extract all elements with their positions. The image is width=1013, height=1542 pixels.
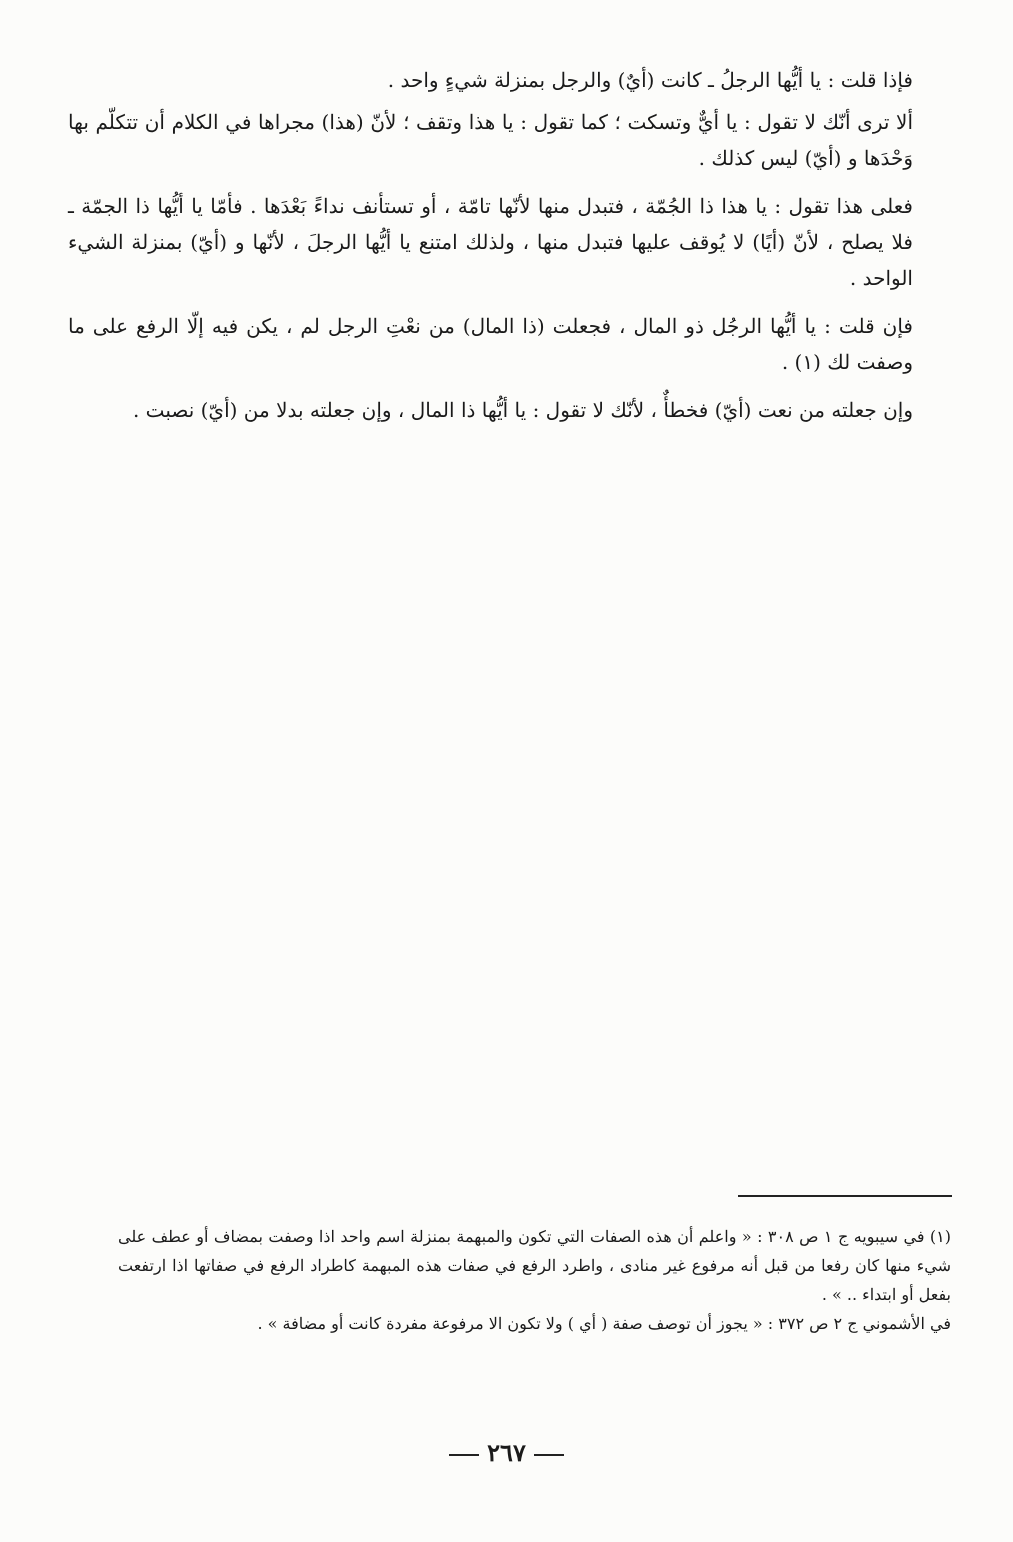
dash-left [534,1454,564,1456]
footnote: (١) في سيبويه ج ١ ص ٣٠٨ : « واعلم أن هذه الصفات التي تكون والمبهمة بمنزلة اسم واحد اذا وصفت بمضاف أو عطف على شيء منها كان رفعا من قبل أنه مرفوع غير منادى ، واطرد الرفع في صفات هذه المبهمة كاطراد الرفع في صفاتها اذا ارتفعت بفعل أو ابتداء .. » . [118,1227,952,1304]
footnotes-block [118,1222,951,1338]
page-number [0,1438,1013,1467]
footnote: في الأشموني ج ٢ ص ٣٧٢ : « يجوز أن توصف صفة ( أي ) ولا تكون الا مرفوعة مفردة كانت أو مضافة » . [257,1314,951,1333]
dash-right [449,1454,479,1456]
paragraph: ألا ترى أنّك لا تقول : يا أيٌّ وتسكت ؛ كما تقول : يا هذا وتقف ؛ لأنّ (هذا) مجراها في الكلام أن تتكلّم بها وَحْدَها و (أيّ) ليس كذلك . [68,110,913,170]
main-text-block [68,62,913,440]
footnote-divider [738,1195,952,1197]
paragraph: فعلى هذا تقول : يا هذا ذا الجُمّة ، فتبدل منها لأنّها تامّة ، أو تستأنف نداءً بَعْدَها . فأمّا يا أيُّها ذا الجمّة ـ فلا يصلح ، لأنّ (أيًا) لا يُوقف عليها فتبدل منها ، ولذلك امتنع يا أيُّها الرجلَ ، لأنّها و (أيّ) بمنزلة الشيء الواحد . [68,194,913,290]
paragraph: فإذا قلت : يا أيُّها الرجلُ ـ كانت (أيٌ) والرجل بمنزلة شيءٍ واحد . [387,68,913,92]
page-number-text: ٢٦٧ [487,1438,526,1467]
paragraph: وإن جعلته من نعت (أيّ) فخطأٌ ، لأنّك لا تقول : يا أيُّها ذا المال ، وإن جعلته بدلا من (أيّ) نصبت . [132,398,913,422]
paragraph: فإن قلت : يا أيُّها الرجُل ذو المال ، فجعلت (ذا المال) من نعْتِ الرجل لم ، يكن فيه إلّا الرفع على ما وصفت لك (١) . [68,314,913,374]
